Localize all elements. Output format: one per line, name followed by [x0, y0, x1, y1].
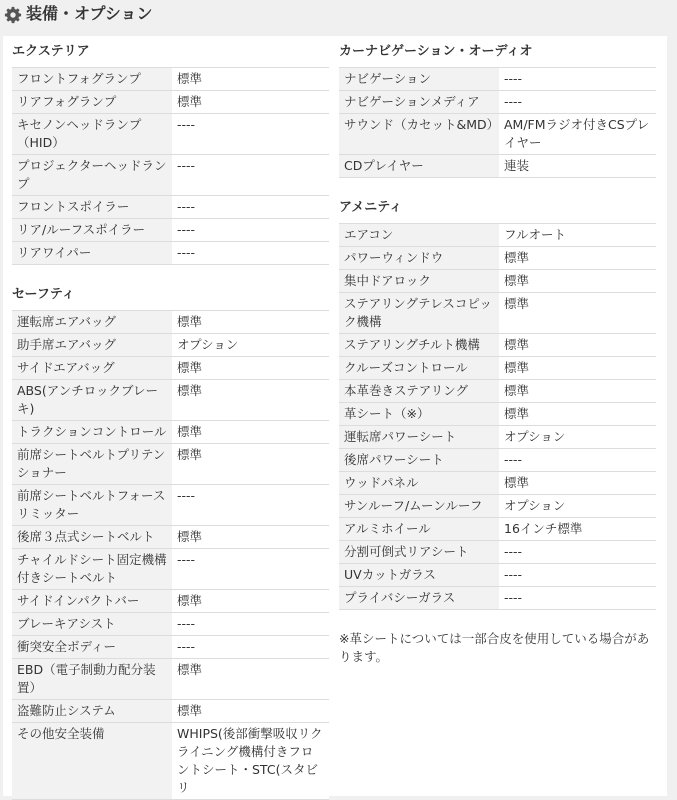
spec-label: サンルーフ/ムーンルーフ — [339, 495, 499, 518]
table-row — [12, 334, 329, 357]
spec-value: 標準 — [499, 403, 656, 426]
left-column — [12, 36, 334, 800]
spec-value: 標準 — [499, 472, 656, 495]
spec-label: サイドエアバッグ — [12, 357, 172, 380]
spec-label: ウッドパネル — [339, 472, 499, 495]
spec-label: その他安全装備 — [12, 723, 172, 800]
spec-value: オプション — [172, 334, 329, 357]
spec-value: ---- — [499, 541, 656, 564]
table-row — [12, 311, 329, 334]
spec-label: 運転席パワーシート — [339, 426, 499, 449]
spec-label: アルミホイール — [339, 518, 499, 541]
table-row — [339, 155, 656, 178]
spec-label: 盗難防止システム — [12, 700, 172, 723]
spec-label: ステアリングテレスコピック機構 — [339, 293, 499, 334]
table-row — [339, 564, 656, 587]
spec-label: クルーズコントロール — [339, 357, 499, 380]
table-row — [12, 219, 329, 242]
spec-value: 標準 — [172, 311, 329, 334]
table-row — [339, 270, 656, 293]
spec-value: 標準 — [172, 659, 329, 700]
spec-label: 助手席エアバッグ — [12, 334, 172, 357]
spec-value: 標準 — [172, 68, 329, 91]
section-title-amenity: アメニティ — [339, 200, 403, 215]
section-title-safety: セーフティ — [12, 287, 75, 302]
spec-value: ---- — [172, 636, 329, 659]
table-row — [12, 91, 329, 114]
table-row — [12, 526, 329, 549]
table-row — [339, 68, 656, 91]
table-row — [339, 334, 656, 357]
spec-panel — [3, 36, 667, 796]
table-row — [339, 224, 656, 247]
right-column — [339, 36, 661, 666]
spec-label: ナビゲーション — [339, 68, 499, 91]
spec-label: 衝突安全ボディー — [12, 636, 172, 659]
table-row — [12, 357, 329, 380]
spec-value: 標準 — [499, 357, 656, 380]
table-row — [339, 114, 656, 155]
table-row — [12, 723, 329, 800]
spec-label: リアワイパー — [12, 242, 172, 265]
gear-icon — [4, 6, 22, 24]
spec-value: 標準 — [172, 444, 329, 485]
spec-value: ---- — [499, 449, 656, 472]
table-row — [339, 518, 656, 541]
spec-label: プライバシーガラス — [339, 587, 499, 610]
table-row — [12, 700, 329, 723]
spec-value: 標準 — [172, 526, 329, 549]
spec-label: 集中ドアロック — [339, 270, 499, 293]
spec-label: サイドインパクトバー — [12, 590, 172, 613]
table-row — [339, 587, 656, 610]
spec-value: AM/FMラジオ付きCSプレイヤー — [499, 114, 656, 155]
spec-value: WHIPS(後部衝撃吸収リクライニング機構付きフロントシート・STC(スタビリ — [172, 723, 329, 800]
spec-value: ---- — [172, 242, 329, 265]
table-row — [339, 91, 656, 114]
table-row — [339, 449, 656, 472]
spec-value: オプション — [499, 426, 656, 449]
table-row — [12, 380, 329, 421]
spec-label: トラクションコントロール — [12, 421, 172, 444]
spec-value: 標準 — [499, 380, 656, 403]
spec-label: 後席パワーシート — [339, 449, 499, 472]
table-row — [339, 247, 656, 270]
table-row — [12, 549, 329, 590]
spec-label: ABS(アンチロックブレーキ) — [12, 380, 172, 421]
spec-label: リアフォグランプ — [12, 91, 172, 114]
table-row — [339, 541, 656, 564]
navi-audio-table — [339, 67, 656, 178]
table-row — [12, 613, 329, 636]
spec-value: 連装 — [499, 155, 656, 178]
table-row — [339, 403, 656, 426]
amenity-table — [339, 223, 656, 610]
spec-label: 本革巻きステアリング — [339, 380, 499, 403]
spec-value: フルオート — [499, 224, 656, 247]
spec-value: 標準 — [172, 421, 329, 444]
section-title-navi-audio: カーナビゲーション・オーディオ — [339, 44, 533, 59]
spec-value: ---- — [499, 68, 656, 91]
spec-value: 標準 — [499, 270, 656, 293]
spec-value: 16インチ標準 — [499, 518, 656, 541]
safety-table — [12, 310, 329, 800]
spec-label: ブレーキアシスト — [12, 613, 172, 636]
table-row — [12, 485, 329, 526]
spec-label: 革シート（※） — [339, 403, 499, 426]
spec-label: 分割可倒式リアシート — [339, 541, 499, 564]
spec-value: 標準 — [172, 590, 329, 613]
exterior-table — [12, 67, 329, 265]
spec-value: 標準 — [499, 293, 656, 334]
spec-label: 前席シートベルトフォースリミッター — [12, 485, 172, 526]
spec-value: 標準 — [172, 357, 329, 380]
spec-label: 前席シートベルトプリテンショナー — [12, 444, 172, 485]
spec-label: フロントスポイラー — [12, 196, 172, 219]
spec-label: 後席３点式シートベルト — [12, 526, 172, 549]
spec-value: ---- — [172, 196, 329, 219]
spec-value: 標準 — [172, 91, 329, 114]
page-title: 装備・オプション — [26, 4, 153, 23]
table-row — [339, 495, 656, 518]
table-row — [12, 444, 329, 485]
spec-value: 標準 — [499, 334, 656, 357]
spec-label: CDプレイヤー — [339, 155, 499, 178]
table-row — [339, 380, 656, 403]
spec-value: 標準 — [499, 247, 656, 270]
spec-label: サウンド（カセット&MD） — [339, 114, 499, 155]
spec-value: ---- — [499, 587, 656, 610]
spec-value: ---- — [172, 114, 329, 155]
spec-label: プロジェクターヘッドランプ — [12, 155, 172, 196]
table-row — [12, 421, 329, 444]
spec-value: ---- — [172, 219, 329, 242]
table-row — [12, 659, 329, 700]
table-row — [339, 426, 656, 449]
page-header — [0, 0, 677, 30]
table-row — [12, 155, 329, 196]
spec-value: ---- — [499, 91, 656, 114]
spec-label: エアコン — [339, 224, 499, 247]
spec-label: パワーウィンドウ — [339, 247, 499, 270]
spec-value: ---- — [172, 485, 329, 526]
table-row — [12, 196, 329, 219]
table-row — [339, 472, 656, 495]
table-row — [12, 68, 329, 91]
spec-value: ---- — [172, 155, 329, 196]
spec-label: UVカットガラス — [339, 564, 499, 587]
spec-value: オプション — [499, 495, 656, 518]
spec-label: キセノンヘッドランプ（HID） — [12, 114, 172, 155]
spec-label: 運転席エアバッグ — [12, 311, 172, 334]
table-row — [12, 114, 329, 155]
table-row — [339, 357, 656, 380]
spec-label: ステアリングチルト機構 — [339, 334, 499, 357]
section-title-exterior: エクステリア — [12, 44, 90, 59]
table-row — [12, 636, 329, 659]
spec-label: チャイルドシート固定機構付きシートベルト — [12, 549, 172, 590]
spec-label: EBD（電子制動力配分装置） — [12, 659, 172, 700]
leather-seat-note: ※革シートについては一部合皮を使用している場合があります。 — [339, 631, 650, 664]
spec-label: ナビゲーションメディア — [339, 91, 499, 114]
spec-value: ---- — [499, 564, 656, 587]
spec-label: フロントフォグランプ — [12, 68, 172, 91]
spec-value: 標準 — [172, 700, 329, 723]
table-row — [12, 590, 329, 613]
spec-value: 標準 — [172, 380, 329, 421]
table-row — [12, 242, 329, 265]
spec-value: ---- — [172, 549, 329, 590]
spec-value: ---- — [172, 613, 329, 636]
table-row — [339, 293, 656, 334]
spec-label: リア/ルーフスポイラー — [12, 219, 172, 242]
